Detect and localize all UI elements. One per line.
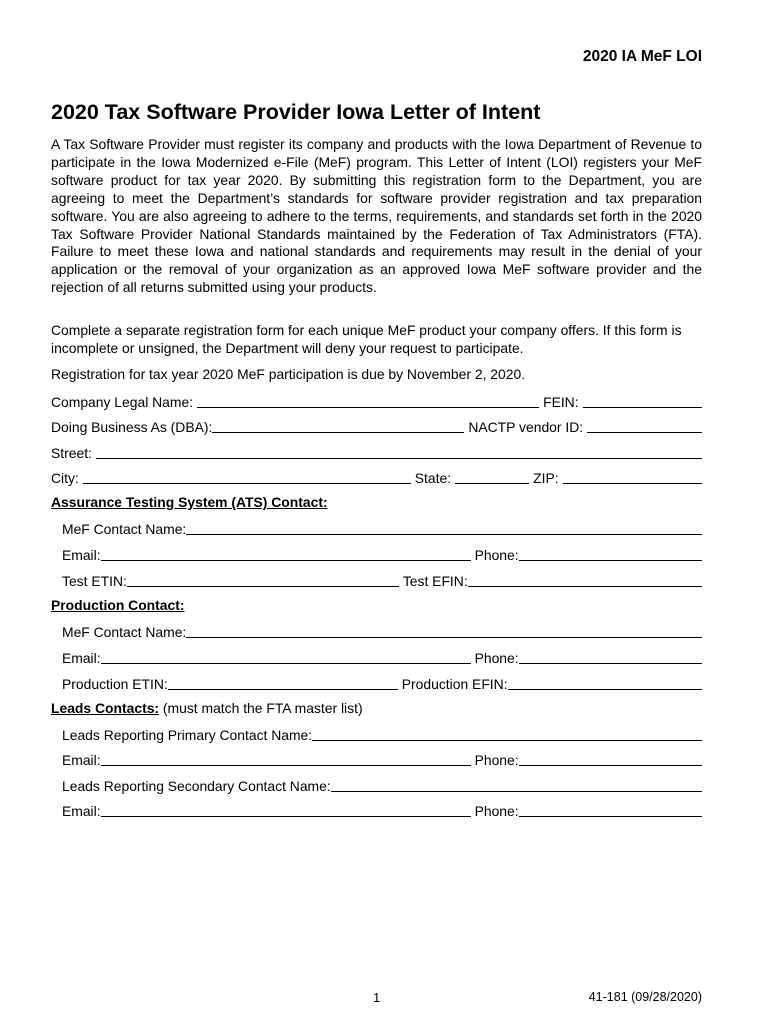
production-etin-field[interactable] xyxy=(168,675,398,690)
page-number: 1 xyxy=(373,990,381,1005)
production-email-label: Email: xyxy=(62,650,101,666)
leads-primary-phone-field[interactable] xyxy=(519,751,702,766)
company-legal-name-row xyxy=(51,392,702,410)
instructions-paragraph: Complete a separate registration form for each unique MeF product your company offers. If this form is incomplete or unsigned, the Department will deny your request to participate. xyxy=(51,322,682,356)
ats-contact-heading-row xyxy=(51,494,328,510)
production-etin-label: Production ETIN: xyxy=(62,676,168,692)
production-phone-field[interactable] xyxy=(519,649,702,664)
production-contact-heading-row xyxy=(51,597,185,613)
test-efin-label: Test EFIN: xyxy=(402,573,468,589)
intro-paragraph: A Tax Software Provider must register its company and products with the Iowa Department of Revenue to participate in the Iowa Modernized e-File (MeF) program. This Letter of Intent (LOI) registers your MeF software product for tax year 2020. By submitting this registration form to the Department, you are agreeing to meet the Department’s standards for software provider registration and tax preparation software. You are also agreeing to adhere to the terms, requirements, and standards set forth in the 2020 Tax Software Provider National Standards maintained by the Federation of Tax Administrators (FTA). Failure to meet these Iowa and national standards and requirements may result in the denial of your application or the removal of your organization as an approved Iowa MeF software provider and the rejection of all returns submitted using your products. xyxy=(51,136,702,296)
dba-row xyxy=(51,417,702,435)
form-code: 2020 IA MeF LOI xyxy=(582,48,702,65)
production-etin-efin-row xyxy=(62,674,702,692)
leads-contacts-note: (must match the FTA master list) xyxy=(162,700,363,716)
production-contact-heading: Production Contact: xyxy=(51,597,185,613)
ats-contact-name-field[interactable] xyxy=(186,520,702,535)
leads-contacts-heading-row xyxy=(51,700,363,716)
leads-secondary-name-row xyxy=(62,776,702,794)
leads-primary-name-label: Leads Reporting Primary Contact Name: xyxy=(62,727,313,743)
fein-field[interactable] xyxy=(583,393,702,408)
street-label: Street: xyxy=(51,445,92,461)
leads-primary-name-field[interactable] xyxy=(312,726,702,741)
ats-contact-name-row xyxy=(62,519,702,537)
leads-primary-email-label: Email: xyxy=(62,752,101,768)
production-efin-label: Production EFIN: xyxy=(401,676,508,692)
street-row xyxy=(51,443,702,461)
ats-email-phone-row xyxy=(62,545,702,563)
test-etin-field[interactable] xyxy=(127,572,399,587)
city-label: City: xyxy=(51,470,79,486)
zip-label: ZIP: xyxy=(533,470,559,486)
leads-secondary-name-field[interactable] xyxy=(331,777,702,792)
leads-secondary-name-label: Leads Reporting Secondary Contact Name: xyxy=(62,778,331,794)
dba-label: Doing Business As (DBA): xyxy=(51,419,213,435)
leads-secondary-email-field[interactable] xyxy=(101,802,471,817)
leads-primary-email-field[interactable] xyxy=(101,751,471,766)
leads-secondary-phone-label: Phone: xyxy=(474,803,519,819)
production-contact-name-row xyxy=(62,622,702,640)
form-number: 41-181 (09/28/2020) xyxy=(588,990,702,1004)
production-email-field[interactable] xyxy=(101,649,471,664)
ats-phone-label: Phone: xyxy=(474,547,519,563)
dba-field[interactable] xyxy=(212,418,464,433)
leads-primary-phone-label: Phone: xyxy=(474,752,519,768)
production-efin-field[interactable] xyxy=(508,675,702,690)
city-field[interactable] xyxy=(83,469,411,484)
ats-contact-heading: Assurance Testing System (ATS) Contact: xyxy=(51,494,328,510)
leads-secondary-email-label: Email: xyxy=(62,803,101,819)
leads-primary-name-row xyxy=(62,725,702,743)
leads-secondary-phone-field[interactable] xyxy=(519,802,702,817)
test-etin-label: Test ETIN: xyxy=(62,573,127,589)
leads-contacts-heading: Leads Contacts: xyxy=(51,700,160,716)
fein-label: FEIN: xyxy=(543,394,579,410)
ats-phone-field[interactable] xyxy=(519,546,702,561)
ats-email-field[interactable] xyxy=(101,546,471,561)
production-phone-label: Phone: xyxy=(474,650,519,666)
state-field[interactable] xyxy=(455,469,529,484)
company-legal-name-label: Company Legal Name: xyxy=(51,394,194,410)
ats-contact-name-label: MeF Contact Name: xyxy=(62,521,187,537)
street-field[interactable] xyxy=(96,444,702,459)
nactp-vendor-id-label: NACTP vendor ID: xyxy=(468,419,584,435)
page-title: 2020 Tax Software Provider Iowa Letter of Intent xyxy=(51,100,541,124)
production-email-phone-row xyxy=(62,648,702,666)
leads-secondary-email-phone-row xyxy=(62,801,702,819)
zip-field[interactable] xyxy=(563,469,702,484)
state-label: State: xyxy=(414,470,452,486)
leads-primary-email-phone-row xyxy=(62,750,702,768)
due-date-paragraph: Registration for tax year 2020 MeF participation is due by November 2, 2020. xyxy=(51,366,526,382)
production-contact-name-field[interactable] xyxy=(186,623,702,638)
ats-etin-efin-row xyxy=(62,571,702,589)
test-efin-field[interactable] xyxy=(468,572,702,587)
city-state-zip-row xyxy=(51,468,702,486)
company-legal-name-field[interactable] xyxy=(197,393,539,408)
production-contact-name-label: MeF Contact Name: xyxy=(62,624,187,640)
ats-email-label: Email: xyxy=(62,547,101,563)
nactp-vendor-id-field[interactable] xyxy=(587,418,702,433)
